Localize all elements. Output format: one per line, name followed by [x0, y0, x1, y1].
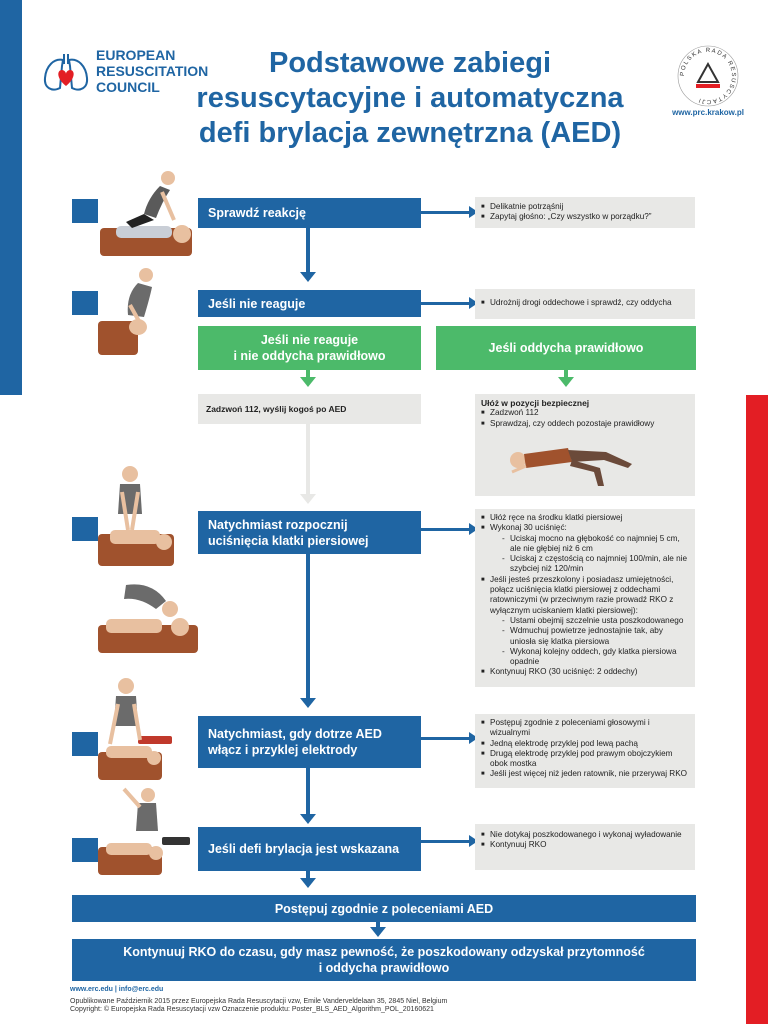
flow-arrow-5	[300, 878, 316, 888]
note-compressions	[475, 509, 695, 687]
step-not-responding-label: Jeśli nie reaguje	[208, 296, 306, 311]
note-item: ■ Zadzwoń 112	[481, 408, 689, 418]
note-item: ■ Kontynuuj RKO	[481, 840, 689, 850]
right-edge-bar	[746, 395, 768, 1024]
footer	[70, 986, 447, 1015]
note-item: ■ Udrożnij drogi oddechowe i sprawdź, czy oddycha	[481, 298, 689, 308]
erc-lungs-heart-icon	[42, 50, 90, 96]
flow-arrow-6	[370, 927, 386, 937]
note-item: ■ Postępuj zgodnie z poleceniami głosowymi i wizualnymi	[481, 718, 689, 739]
arrow-line-2	[421, 302, 471, 305]
flow-line-1	[306, 228, 310, 272]
continue-line-2: i oddycha prawidłowo	[318, 961, 450, 975]
note-item: ■ Nie dotykaj poszkodowanego i wykonaj wyładowanie	[481, 830, 689, 840]
note-item: ■ Sprawdzaj, czy oddech pozostaje prawidłowy	[481, 419, 689, 429]
note-item-text: Jeśli jesteś przeszkolony i posiadasz umiejętności, połącz uciśnięcia klatki piersiowej z oddechami ratowniczymi (w przeciwnym razie prowadź RKO z wyłącznym uciskaniem klatki piersiowej):	[490, 574, 674, 615]
prc-url[interactable]: www.prc.krakow.pl	[672, 108, 744, 117]
continue-line-1: Kontynuuj RKO do czasu, gdy masz pewność, że poszkodowany odzyskał przytomność	[123, 945, 645, 959]
step-tab-1	[72, 199, 98, 223]
left-edge-bar	[0, 0, 22, 395]
note-item: ■ Kontynuuj RKO (30 uciśnięć: 2 oddechy)	[481, 667, 689, 677]
green-arrow-right	[558, 377, 574, 387]
branch-breathing	[436, 326, 696, 370]
grey-flow-arrow	[300, 494, 316, 504]
arrow-line-1	[421, 211, 471, 214]
rescuer-check-response-image	[96, 168, 196, 263]
note-item	[481, 523, 689, 574]
call-112-label: Zadzwoń 112, wyślij kogoś po AED	[206, 404, 347, 414]
call-112-box	[198, 394, 421, 424]
org-line-2: RESUSCITATION	[96, 63, 209, 79]
rescuer-aed-pads-image	[96, 676, 176, 784]
flow-arrow-1	[300, 272, 316, 282]
rescuer-rescue-breath-image	[96, 575, 200, 657]
note-item: ■ Zapytaj głośno: „Czy wszystko w porządku?”	[481, 212, 689, 222]
grey-flow-line	[306, 424, 310, 494]
note-item: ■ Ułóż ręce na środku klatki piersiowej	[481, 513, 689, 523]
note-subitem: - Uciskaj mocno na głębokość co najmniej 5 cm, ale nie głębiej niż 6 cm	[502, 534, 689, 555]
note-airway	[475, 289, 695, 319]
rescuer-compressions-image	[96, 462, 176, 570]
flow-arrow-3	[300, 698, 316, 708]
note-subitem: - Ustami obejmij szczelnie usta poszkodowanego	[502, 616, 689, 626]
note-subitem: - Wykonaj kolejny oddech, gdy klatka piersiowa opadnie	[502, 647, 689, 668]
page-title	[150, 46, 670, 151]
footer-links[interactable]: www.erc.edu | info@erc.edu	[70, 986, 164, 993]
step-start-compressions	[198, 511, 421, 554]
step-tab-5	[72, 838, 98, 862]
title-line-1: Podstawowe zabiegi	[269, 47, 551, 79]
note-shock	[475, 824, 695, 870]
note-aed	[475, 714, 695, 788]
note-subitem: - Wdmuchuj powietrze jednostajnie tak, aby uniosła się klatka piersiowa	[502, 626, 689, 647]
note-item	[481, 575, 689, 668]
follow-aed-label: Postępuj zgodnie z poleceniami AED	[274, 901, 494, 916]
step-check-response	[198, 198, 421, 228]
rescuer-shock-image	[96, 785, 192, 877]
org-line-1: EUROPEAN	[96, 47, 176, 63]
branch-left-line-1: Jeśli nie reaguje	[260, 333, 359, 347]
step-compressions-line-2: uciśnięcia klatki piersiowej	[208, 533, 369, 548]
continue-cpr-box	[72, 939, 696, 981]
step-aed-line-2: włącz i przyklej elektrody	[208, 743, 358, 757]
note-item-text: Wykonaj 30 uciśnięć:	[490, 523, 567, 533]
arrow-line-4	[421, 737, 471, 740]
step-aed-line-1: Natychmiast, gdy dotrze AED	[208, 727, 382, 741]
green-arrow-left	[300, 377, 316, 387]
flow-line-4	[306, 768, 310, 814]
title-line-3: defi brylacja zewnętrzna (AED)	[198, 117, 622, 149]
rescuer-open-airway-image	[96, 265, 166, 357]
step-tab-3	[72, 517, 98, 541]
note-item: ■ Jeśli jest więcej niż jeden ratownik, nie przerywaj RKO	[481, 769, 689, 779]
note-item: ■ Jedną elektrodę przyklej pod lewą pachą	[481, 739, 689, 749]
step-compressions-line-1: Natychmiast rozpocznij	[208, 517, 348, 532]
branch-not-breathing	[198, 326, 421, 370]
step-shock-label: Jeśli defi brylacja jest wskazana	[208, 842, 400, 856]
step-attach-aed	[198, 716, 421, 768]
branch-left-line-2: i nie oddycha prawidłowo	[233, 349, 386, 363]
arrow-line-5	[421, 840, 471, 843]
prc-seal-icon	[676, 44, 740, 108]
note-check-response	[475, 197, 695, 228]
step-tab-4	[72, 732, 98, 756]
step-check-response-label: Sprawdź reakcję	[208, 206, 306, 220]
arrow-line-3	[421, 528, 471, 531]
footer-published: Opublikowane Październik 2015 przez Europejska Rada Resuscytacji vzw, Emile Vanderveldelaan 35, 2845 Niel, Belgium	[70, 997, 448, 1005]
recovery-title: Ułóż w pozycji bezpiecznej	[481, 398, 590, 408]
note-subitem: - Uciskaj z częstością co najmniej 100/min, ale nie szybciej niż 120/min	[502, 554, 689, 575]
org-line-3: COUNCIL	[96, 79, 160, 95]
footer-copyright: Copyright: © Europejska Rada Resuscytacji vzw Oznaczenie produktu: Poster_BLS_AED_Algorithm_POL_20160621	[70, 1006, 434, 1013]
flow-line-3	[306, 554, 310, 698]
recovery-position-image	[506, 432, 640, 492]
step-shock-indicated	[198, 827, 421, 871]
flow-arrow-4	[300, 814, 316, 824]
title-line-2: resuscytacyjne i automatyczna	[196, 82, 624, 114]
step-not-responding	[198, 290, 421, 317]
note-item: ■ Drugą elektrodę przyklej pod prawym obojczykiem obok mostka	[481, 749, 689, 770]
follow-aed-box	[72, 895, 696, 922]
branch-right-label: Jeśli oddycha prawidłowo	[488, 341, 644, 355]
note-item: ■ Delikatnie potrząśnij	[481, 202, 689, 212]
seal-text: POLSKA RADA RESUSCYTACJI	[679, 47, 737, 105]
step-tab-2	[72, 291, 98, 315]
